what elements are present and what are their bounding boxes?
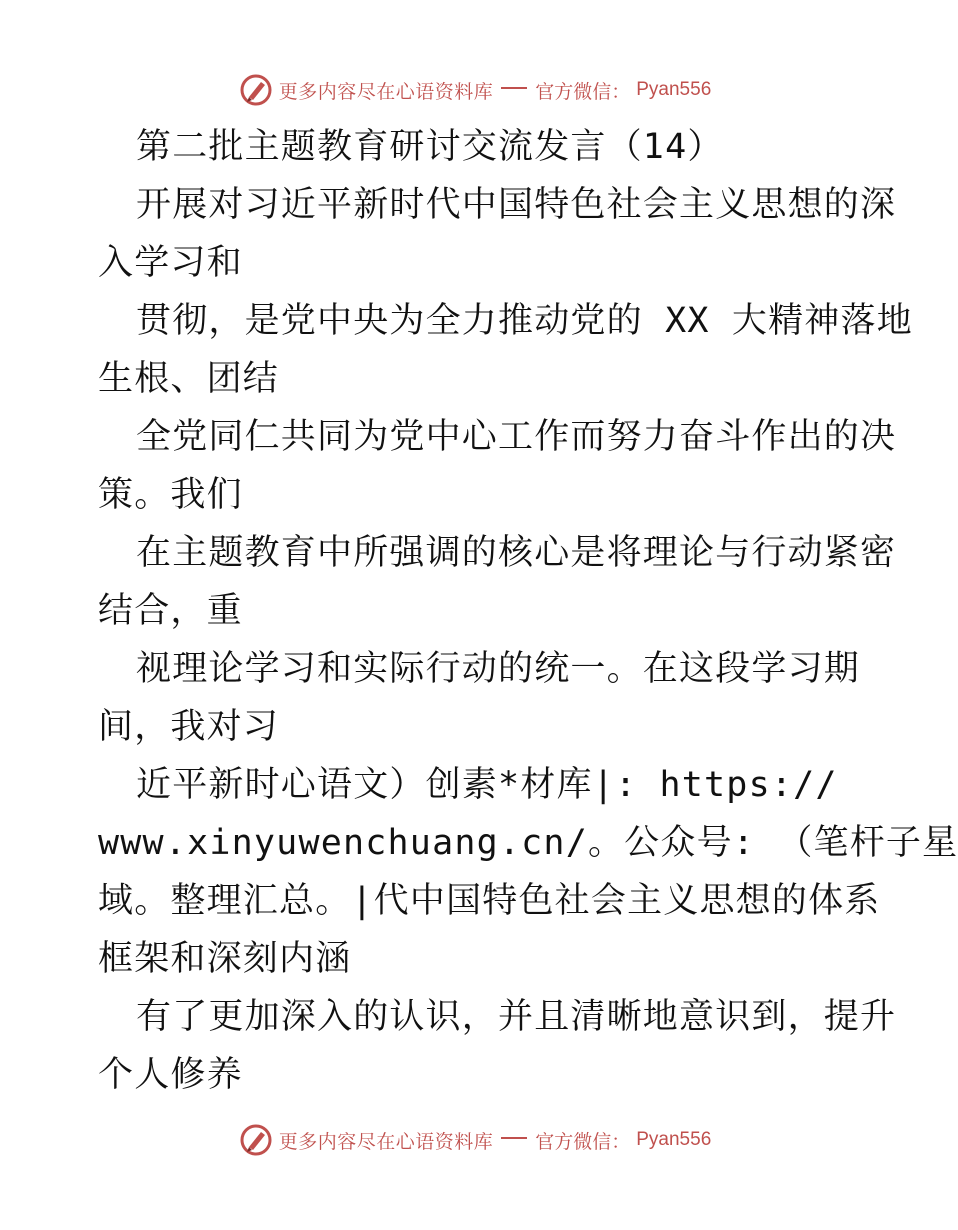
document-title: 第二批主题教育研讨交流发言（14） xyxy=(136,127,724,167)
banner-title: 更多内容尽在心语资料库 xyxy=(278,1130,494,1153)
document-line: 域。整理汇总。|代中国特色社会主义思想的体系 xyxy=(98,881,881,921)
document-line: 近平新时心语文）创素*材库|: https:// xyxy=(136,765,838,805)
banner-wechat-label: 官方微信： xyxy=(535,1130,631,1153)
footer-banner xyxy=(0,1118,950,1162)
banner-wechat-label: 官方微信： xyxy=(535,80,631,103)
document-line: www.xinyuwenchuang.cn/。公众号: （笔杆子星 xyxy=(98,823,958,863)
document-line: 框架和深刻内涵 xyxy=(98,939,352,979)
document-line: 视理论学习和实际行动的统一。在这段学习期 xyxy=(136,649,861,689)
document-line: 生根、团结 xyxy=(98,359,280,399)
banner-divider xyxy=(501,1137,527,1139)
document-line: 全党同仁共同为党中心工作而努力奋斗作出的决 xyxy=(136,417,897,457)
header-banner xyxy=(0,68,950,112)
banner-wechat-id: Pyan556 xyxy=(636,79,712,100)
document-line: 有了更加深入的认识，并且清晰地意识到，提升 xyxy=(136,997,897,1037)
document-line: 开展对习近平新时代中国特色社会主义思想的深 xyxy=(136,185,897,225)
document-line: 策。我们 xyxy=(98,475,243,515)
pen-logo-icon xyxy=(239,1123,273,1157)
banner-wechat-id: Pyan556 xyxy=(636,1129,712,1150)
document-line: 入学习和 xyxy=(98,243,243,283)
banner-divider xyxy=(501,87,527,89)
document-line: 间，我对习 xyxy=(98,707,280,747)
document-line: 在主题教育中所强调的核心是将理论与行动紧密 xyxy=(136,533,897,573)
document-line: 结合，重 xyxy=(98,591,243,631)
document-line: 个人修养 xyxy=(98,1055,243,1095)
banner-title: 更多内容尽在心语资料库 xyxy=(278,80,494,103)
document-body xyxy=(98,118,958,1104)
document-line: 贯彻，是党中央为全力推动党的 XX 大精神落地 xyxy=(136,301,913,341)
pen-logo-icon xyxy=(239,73,273,107)
